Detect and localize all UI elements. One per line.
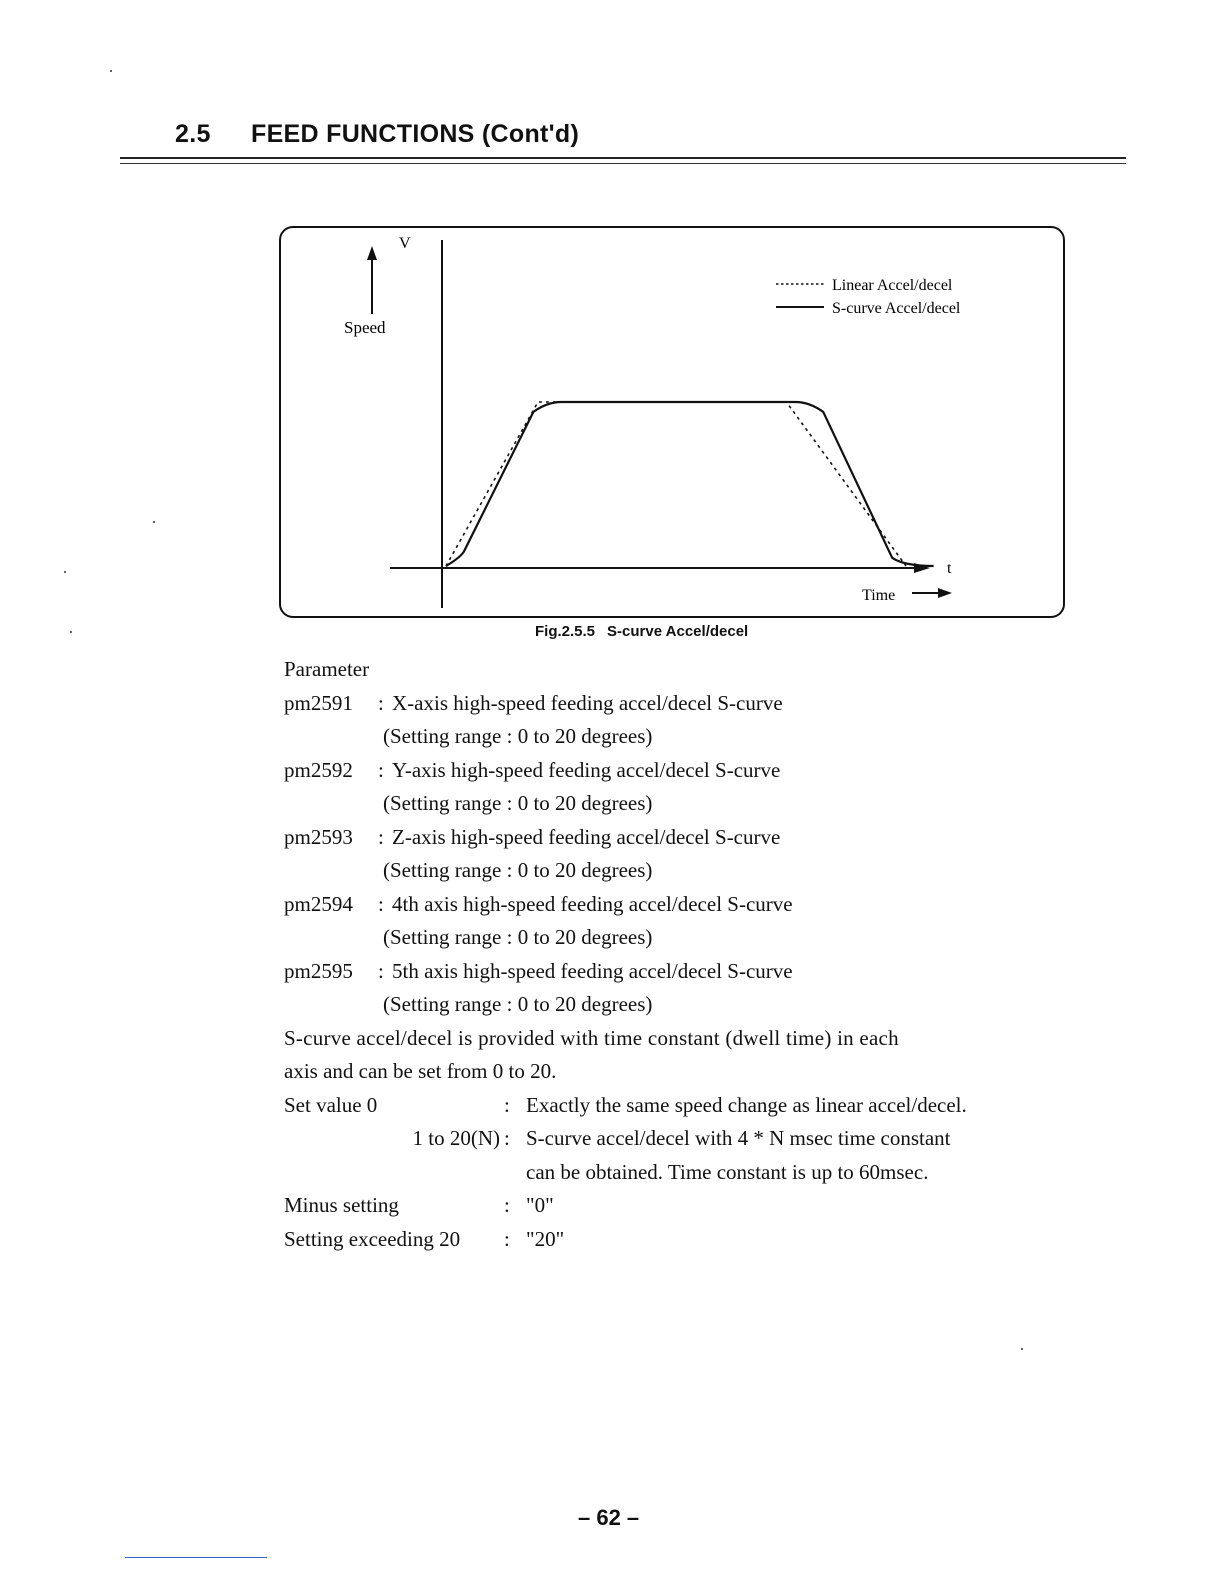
setting-label: Setting exceeding 20 [284, 1226, 461, 1251]
parameter-heading: Parameter [284, 657, 370, 681]
axis-time-label: Time [862, 587, 896, 604]
speed-arrow-head-icon [367, 246, 377, 260]
section-number: 2.5 [175, 120, 211, 148]
scan-speck [153, 521, 155, 523]
param-colon: : [378, 690, 384, 715]
setting-colon: : [504, 1126, 510, 1150]
param-colon: : [378, 757, 384, 782]
scan-speck [1021, 1348, 1023, 1350]
setting-colon: : [504, 1226, 510, 1251]
setting-label: 1 to 20(N) [412, 1126, 500, 1150]
legend-linear-label: Linear Accel/decel [832, 277, 953, 294]
paragraph-line: S-curve accel/decel is provided with time constant (dwell time) in each [284, 1025, 899, 1050]
setting-label: Minus setting [284, 1193, 399, 1217]
param-code: pm2593 [284, 824, 353, 849]
param-range: (Setting range : 0 to 20 degrees) [383, 858, 653, 882]
paragraph-line: axis and can be set from 0 to 20. [284, 1059, 557, 1083]
axis-t-label: t [947, 560, 952, 577]
time-arrow-head-icon [938, 588, 952, 598]
setting-row [284, 1189, 967, 1223]
axis-speed-label: Speed [344, 318, 386, 337]
param-description: Y-axis high-speed feeding accel/decel S-curve [392, 757, 781, 782]
setting-value-continued: can be obtained. Time constant is up to 60msec. [526, 1159, 929, 1184]
legend-scurve-label: S-curve Accel/decel [832, 300, 961, 317]
param-row [284, 888, 967, 922]
page-number: – 62 – [578, 1505, 640, 1530]
figure-title: S-curve Accel/decel [607, 623, 749, 640]
scan-speck [70, 631, 72, 633]
param-range: (Setting range : 0 to 20 degrees) [383, 925, 653, 949]
parameter-section [284, 653, 967, 1256]
param-range: (Setting range : 0 to 20 degrees) [383, 724, 653, 748]
param-description: 5th axis high-speed feeding accel/decel S-curve [392, 958, 793, 983]
setting-label: Set value 0 [284, 1092, 378, 1117]
param-row [284, 754, 967, 788]
setting-row [284, 1223, 967, 1257]
param-description: 4th axis high-speed feeding accel/decel S-curve [392, 891, 793, 916]
param-colon: : [378, 958, 384, 983]
setting-row [284, 1122, 967, 1156]
setting-colon: : [504, 1193, 510, 1217]
setting-value: Exactly the same speed change as linear accel/decel. [526, 1092, 967, 1117]
param-row [284, 821, 967, 855]
param-range: (Setting range : 0 to 20 degrees) [383, 992, 653, 1016]
speed-time-chart [0, 0, 1224, 640]
param-range: (Setting range : 0 to 20 degrees) [383, 791, 653, 815]
setting-colon: : [504, 1092, 510, 1117]
figure-number: Fig.2.5.5 [535, 623, 596, 640]
setting-row-continued [284, 1156, 967, 1190]
param-code: pm2591 [284, 690, 353, 715]
series-line-linear [446, 402, 906, 566]
setting-value: S-curve accel/decel with 4 * N msec time constant [526, 1126, 951, 1150]
figure-caption [535, 623, 748, 640]
param-description: X-axis high-speed feeding accel/decel S-curve [392, 690, 783, 715]
footer-rule [125, 1557, 267, 1558]
section-title: FEED FUNCTIONS (Cont'd) [251, 120, 580, 148]
setting-value: "0" [526, 1193, 554, 1217]
scan-speck [110, 70, 112, 72]
setting-value: "20" [526, 1226, 565, 1251]
param-colon: : [378, 891, 384, 916]
chart-curves [446, 402, 934, 566]
param-code: pm2595 [284, 958, 353, 983]
series-line-s-curve [446, 402, 934, 566]
param-code: pm2594 [284, 891, 353, 916]
scan-speck [64, 571, 66, 573]
axis-v-label: V [399, 235, 411, 252]
param-row [284, 955, 967, 989]
param-row [284, 687, 967, 721]
setting-row [284, 1089, 967, 1123]
param-code: pm2592 [284, 757, 353, 782]
param-colon: : [378, 824, 384, 849]
param-description: Z-axis high-speed feeding accel/decel S-curve [392, 824, 781, 849]
